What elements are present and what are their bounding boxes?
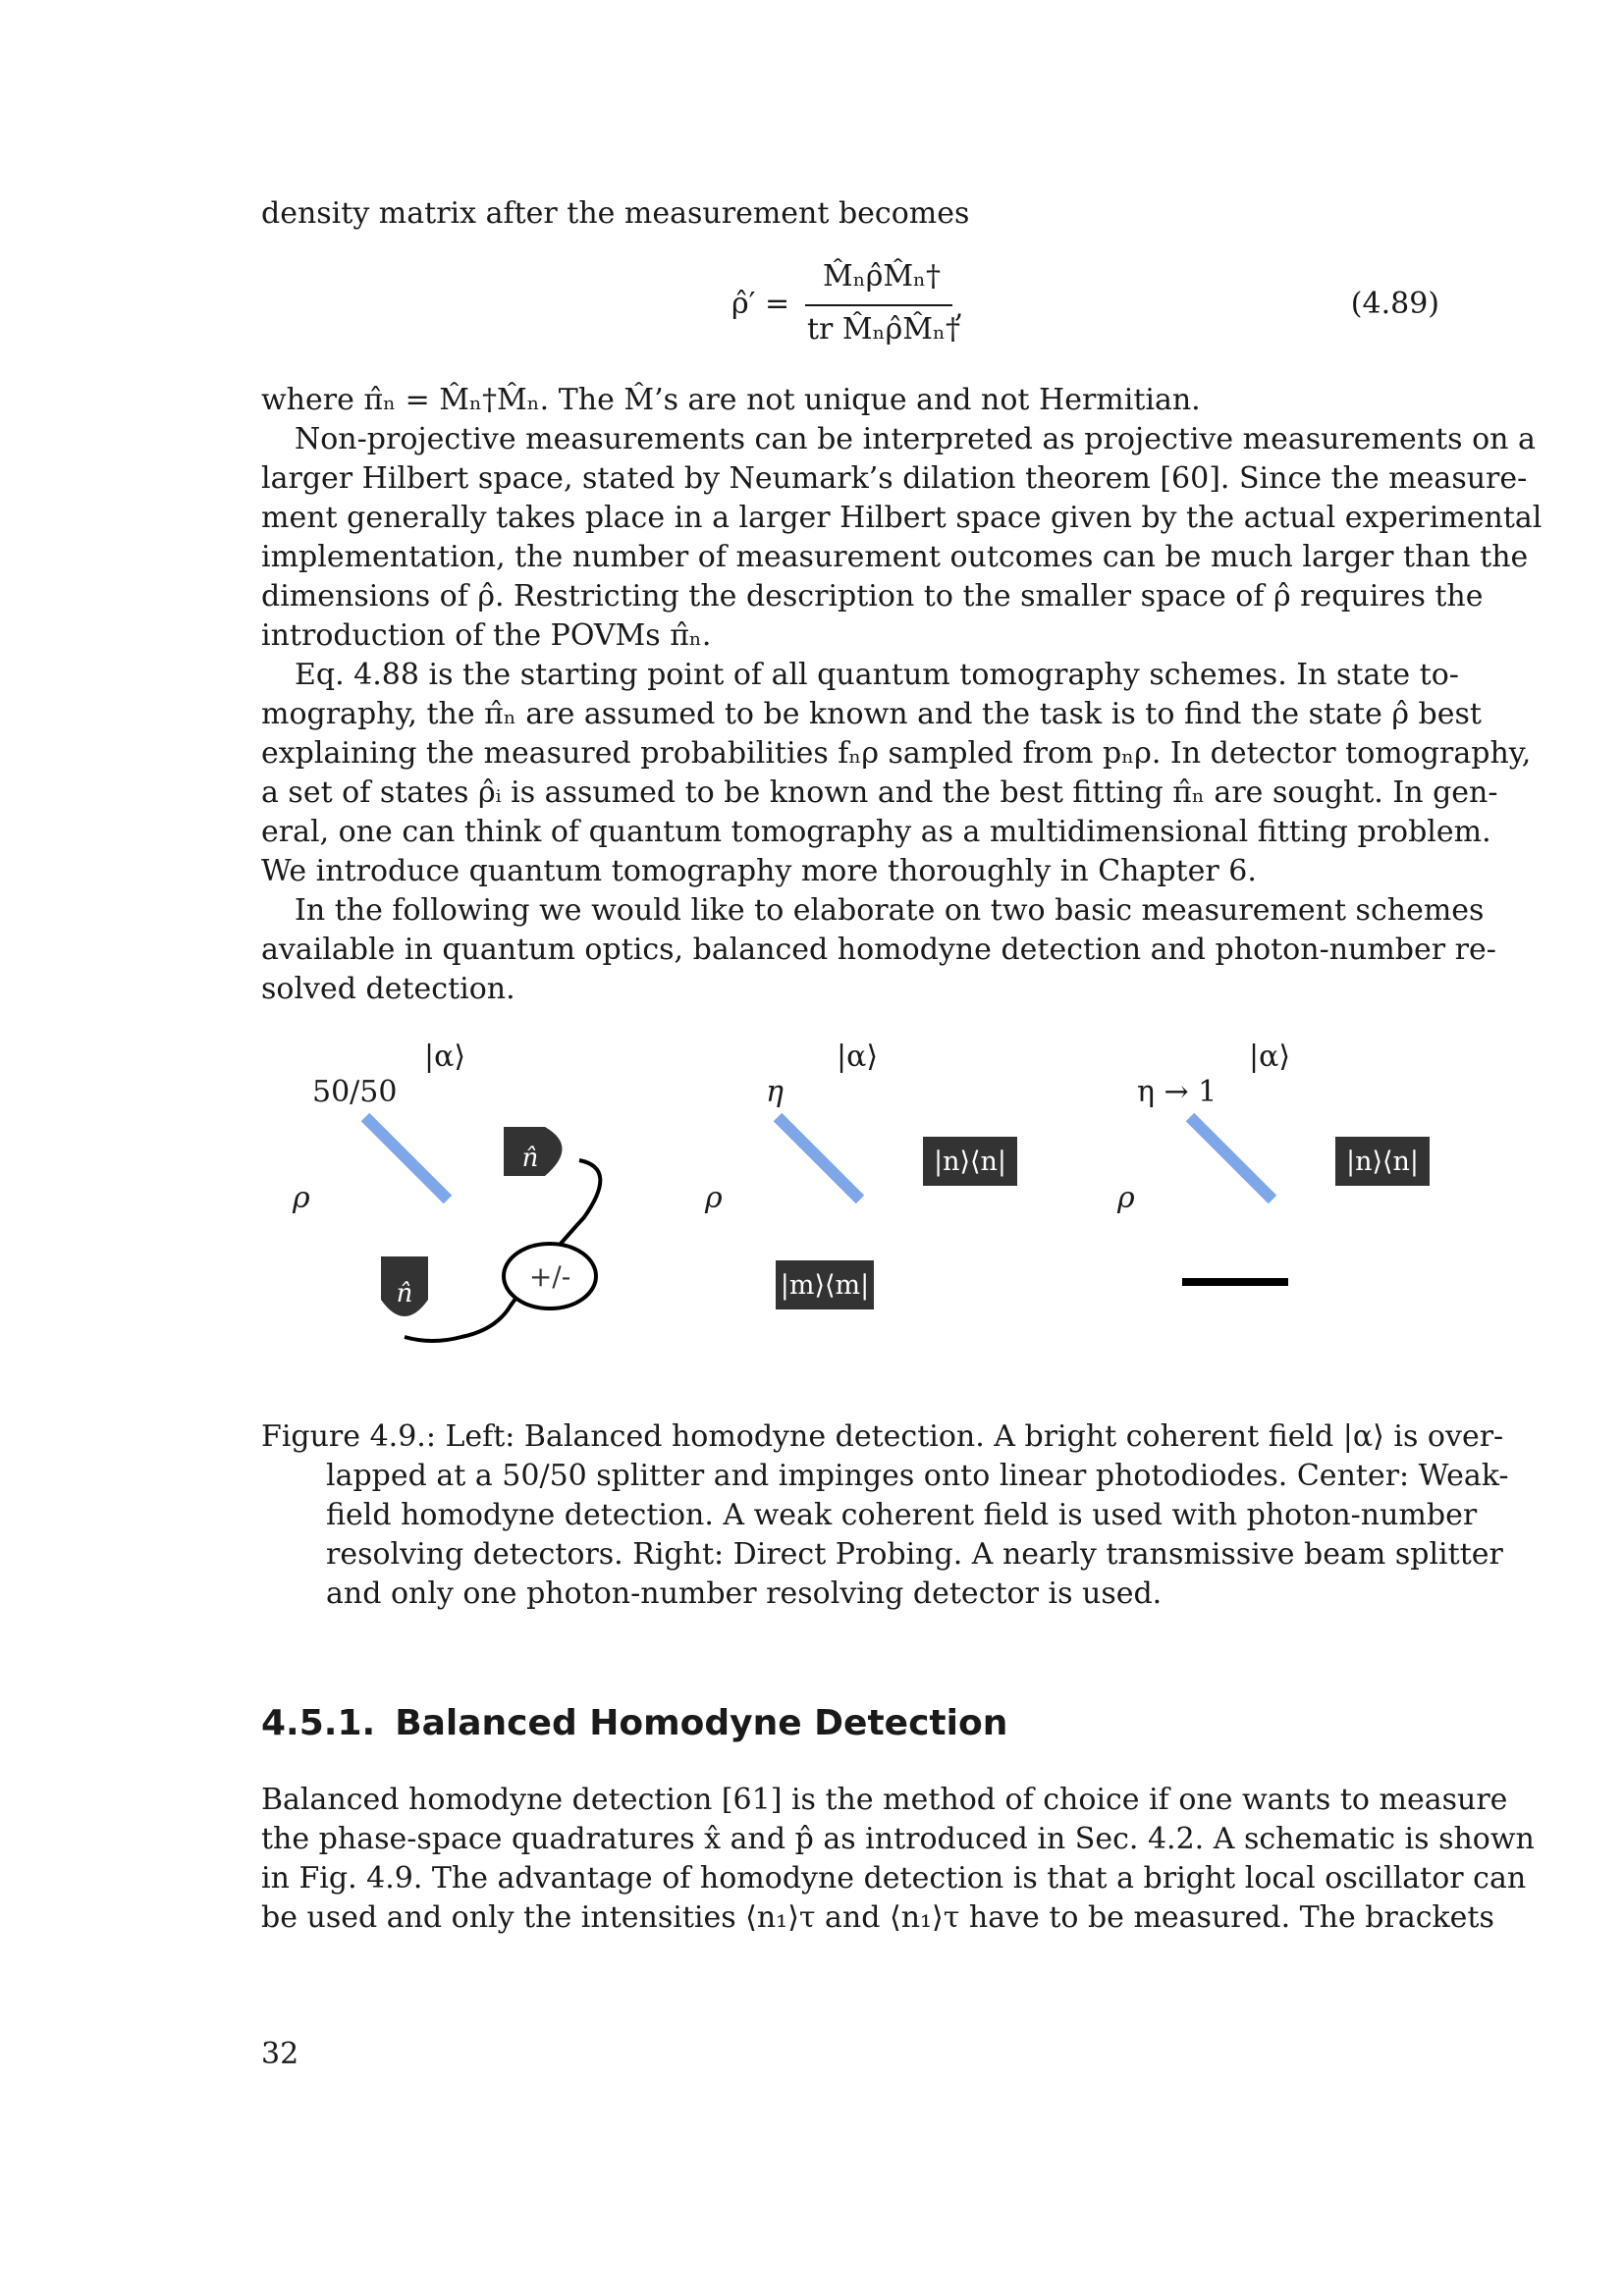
- equation-denominator: tr M̂ₙρ̂M̂ₙ†: [807, 312, 960, 347]
- para-line-2: Non-projective measurements can be interpreted as projective measurements on a: [295, 422, 1536, 456]
- panel-left: [273, 1039, 600, 1341]
- caption-line-2: lapped at a 50/50 splitter and impinges onto linear photodiodes. Center: Weak-: [326, 1459, 1509, 1493]
- section-line-4: be used and only the intensities ⟨n₁⟩τ and ⟨n₁⟩τ have to be measured. The brackets: [261, 1900, 1494, 1935]
- splitter-label: η: [766, 1075, 784, 1109]
- rho-label: ρ: [1117, 1181, 1135, 1215]
- para-line-13: We introduce quantum tomography more thoroughly in Chapter 6.: [261, 854, 1257, 888]
- para-line-3: larger Hilbert space, stated by Neumark’s dilation theorem [60]. Since the measure-: [261, 461, 1528, 496]
- intro-line: density matrix after the measurement becomes: [261, 196, 970, 231]
- section-number: 4.5.1.: [261, 1703, 376, 1743]
- det-right-label: |n⟩⟨n|: [1345, 1147, 1420, 1177]
- para-line-10: explaining the measured probabilities fₙρ sampled from pₙρ. In detector tomography,: [261, 736, 1532, 771]
- caption-line-4: resolving detectors. Right: Direct Probing. A nearly transmissive beam splitter: [326, 1537, 1503, 1572]
- para-line-5: implementation, the number of measurement outcomes can be much larger than the: [261, 540, 1529, 574]
- rho-label: ρ: [293, 1181, 310, 1215]
- equation-trailing: ,: [954, 291, 964, 325]
- section-title: Balanced Homodyne Detection: [395, 1703, 1008, 1743]
- difference-label: +/-: [528, 1260, 571, 1293]
- det-bottom-label: |m⟩⟨m|: [780, 1270, 870, 1301]
- ket-alpha: |α⟩: [837, 1040, 879, 1074]
- rho-label: ρ: [705, 1181, 723, 1215]
- equation-numerator: M̂ₙρ̂M̂ₙ†: [823, 259, 942, 294]
- det-right-label: n̂: [521, 1144, 539, 1173]
- fraction-bar: [805, 304, 952, 306]
- section-line-1: Balanced homodyne detection [61] is the method of choice if one wants to measure: [261, 1783, 1508, 1817]
- para-line-1: where π̂ₙ = M̂ₙ†M̂ₙ. The M̂’s are not unique and not Hermitian.: [261, 383, 1201, 417]
- para-line-9: mography, the π̂ₙ are assumed to be known and the task is to find the state ρ̂ best: [261, 697, 1482, 731]
- ket-alpha: |α⟩: [424, 1040, 466, 1074]
- para-line-4: ment generally takes place in a larger Hilbert space given by the actual experimental: [261, 501, 1543, 535]
- para-line-16: solved detection.: [261, 972, 515, 1006]
- det-right-label: |n⟩⟨n|: [933, 1147, 1007, 1177]
- figure-4-9: [0, 1021, 1624, 1374]
- section-line-3: in Fig. 4.9. The advantage of homodyne detection is that a bright local oscillator can: [261, 1861, 1527, 1896]
- page-number: 32: [261, 2037, 299, 2071]
- equation-lhs: ρ̂′ =: [731, 287, 790, 321]
- panel-right: [1098, 1039, 1430, 1282]
- section-heading: [261, 1703, 1007, 1743]
- para-line-8: Eq. 4.88 is the starting point of all quantum tomography schemes. In state to-: [295, 658, 1459, 692]
- caption-line-3: field homodyne detection. A weak coherent field is used with photon-number: [326, 1498, 1478, 1532]
- para-line-6: dimensions of ρ̂. Restricting the description to the smaller space of ρ̂ requires the: [261, 579, 1484, 614]
- splitter-label: η → 1: [1137, 1075, 1218, 1109]
- section-line-2: the phase-space quadratures x̂ and p̂ as introduced in Sec. 4.2. A schematic is shown: [261, 1822, 1535, 1856]
- det-bottom-label: n̂: [396, 1279, 413, 1308]
- para-line-14: In the following we would like to elaborate on two basic measurement schemes: [295, 893, 1485, 928]
- para-line-11: a set of states ρ̂ᵢ is assumed to be known and the best fitting π̂ₙ are sought. In gen-: [261, 775, 1498, 810]
- splitter-label: 50/50: [312, 1075, 398, 1109]
- ket-alpha: |α⟩: [1249, 1040, 1291, 1074]
- panel-center: [685, 1039, 1017, 1309]
- para-line-15: available in quantum optics, balanced homodyne detection and photon-number re-: [261, 933, 1496, 967]
- caption-line-5: and only one photon-number resolving detector is used.: [326, 1576, 1163, 1611]
- para-line-12: eral, one can think of quantum tomography as a multidimensional fitting problem.: [261, 815, 1491, 849]
- para-line-7: introduction of the POVMs π̂ₙ.: [261, 618, 712, 653]
- caption-line-1: Figure 4.9.: Left: Balanced homodyne detection. A bright coherent field |α⟩ is over-: [261, 1419, 1504, 1454]
- equation-number: (4.89): [1350, 287, 1439, 321]
